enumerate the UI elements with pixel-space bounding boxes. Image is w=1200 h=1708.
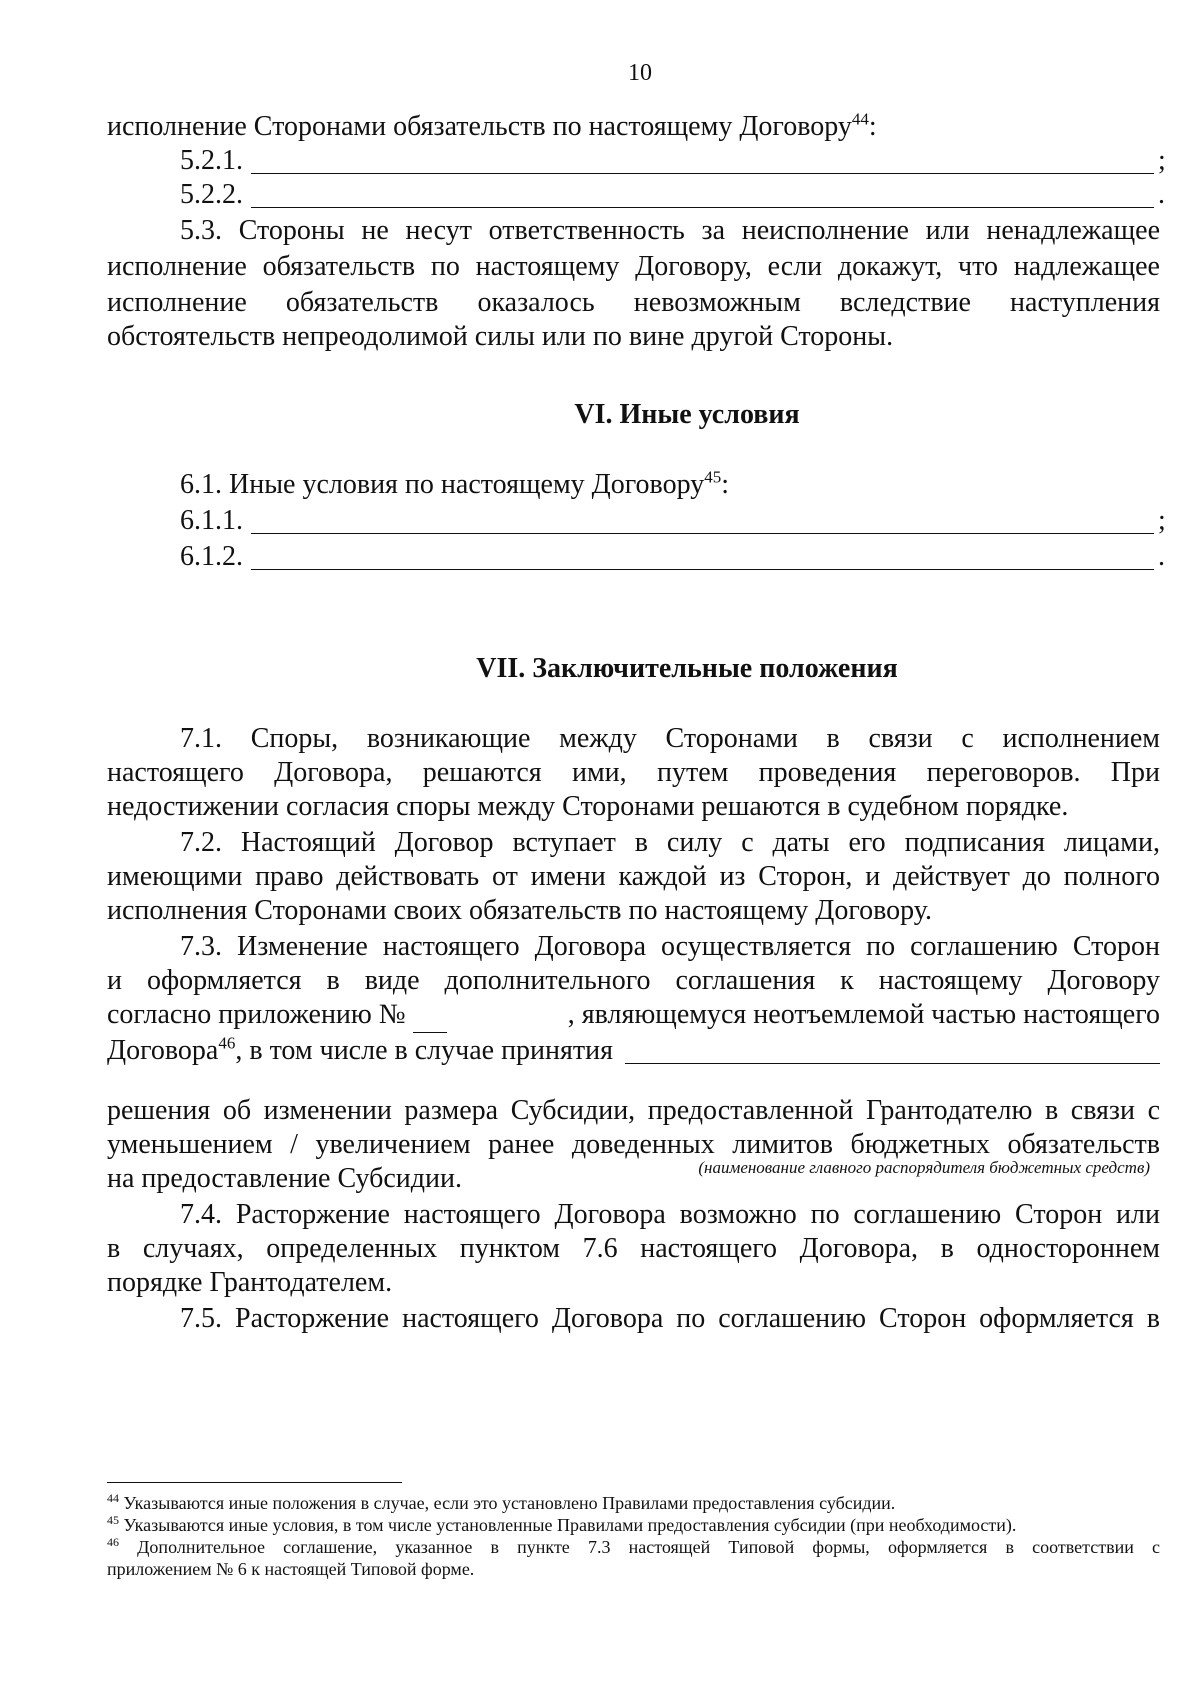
footnote-46: $^{46}$ Дополнительное соглашение, указанное в пункте 7.3 настоящей Типовой формы, оформляется в соответствии с — [107, 1535, 1160, 1557]
clause-7-3-line: 7.3. Изменение настоящего Договора осуществляется по соглашению Сторон — [180, 931, 1160, 962]
clause-7-3-line: Договора$^{46}$, в том числе в случае принятия — [107, 1034, 1160, 1068]
fill-in-line[interactable] — [251, 147, 1154, 174]
section-6-heading: VI. Иные условия — [574, 399, 800, 430]
clause-7-2-line: исполнения Сторонами своих обязательств по настоящему Договору. — [107, 895, 932, 926]
fill-in-line[interactable] — [251, 507, 1154, 534]
clause-7-2-line: 7.2. Настоящий Договор вступает в силу с даты его подписания лицами, — [180, 827, 1160, 858]
clause-7-3-line: решения об изменении размера Субсидии, предоставленной Грантодателю в связи с — [107, 1095, 1160, 1126]
clause-7-4-line: 7.4. Расторжение настоящего Договора возможно по соглашению Сторон или — [180, 1199, 1160, 1230]
footnote-45: $^{45}$ Указываются иные условия, в том числе установленные Правилами предоставления субсидии (при необходимости). — [107, 1513, 1017, 1535]
clause-7-5-line: 7.5. Расторжение настоящего Договора по соглашению Сторон оформляется в — [180, 1303, 1160, 1334]
clause-6-1-2-blank[interactable]: 6.1.2. . — [180, 541, 1165, 572]
appendix-number-blank[interactable] — [413, 998, 447, 1033]
clause-7-4-line: в случаях, определенных пунктом 7.6 настоящего Договора, в одностороннем — [107, 1233, 1160, 1264]
fill-in-line[interactable] — [251, 181, 1154, 208]
clause-5-3-line: исполнение обязательств по настоящему Договору, если докажут, что надлежащее — [107, 251, 1160, 282]
clause-7-3-line: на предоставление Субсидии. — [107, 1163, 462, 1194]
clause-7-1-line: настоящего Договора, решаются ими, путем проведения переговоров. При — [107, 757, 1160, 788]
footnote-ref-46[interactable]: 46 — [218, 1033, 236, 1053]
page-number: 10 — [628, 60, 652, 86]
clause-5-2-1-blank[interactable]: 5.2.1. ; — [180, 145, 1166, 176]
clause-5-2-2-blank[interactable]: 5.2.2. . — [180, 179, 1165, 210]
budget-administrator-name-blank[interactable] — [625, 1037, 1160, 1064]
section5-intro-line: исполнение Сторонами обязательств по настоящему Договору$^{44}$: — [107, 109, 877, 142]
fill-in-line[interactable] — [251, 543, 1154, 570]
clause-7-1-line: недостижении согласия споры между Сторонами решаются в судебном порядке. — [107, 791, 1069, 822]
clause-7-3-line: и оформляется в виде дополнительного соглашения к настоящему Договору — [107, 965, 1160, 996]
clause-7-3-line: уменьшением / увеличением ранее доведенных лимитов бюджетных обязательств — [107, 1129, 1160, 1160]
clause-5-3-line: обстоятельств непреодолимой силы или по вине другой Стороны. — [107, 321, 894, 352]
clause-6-1-line: 6.1. Иные условия по настоящему Договору$^{45}$: — [180, 467, 730, 500]
section-7-heading: VII. Заключительные положения — [476, 653, 898, 684]
clause-5-3-line: 5.3. Стороны не несут ответственность за неисполнение или ненадлежащее — [180, 215, 1160, 246]
footnote-44: $^{44}$ Указываются иные положения в случае, если это установлено Правилами предоставления субсидии. — [107, 1491, 896, 1513]
clause-7-4-line: порядке Грантодателем. — [107, 1267, 393, 1298]
clause-5-3-line: исполнение обязательств оказалось невозможным вследствие наступления — [107, 287, 1160, 318]
clause-6-1-1-blank[interactable]: 6.1.1. ; — [180, 505, 1166, 536]
clause-7-2-line: имеющими право действовать от имени каждой из Сторон, и действует до полного — [107, 861, 1160, 892]
clause-7-1-line: 7.1. Споры, возникающие между Сторонами в связи с исполнением — [180, 723, 1160, 754]
footnote-separator — [107, 1482, 402, 1483]
clause-7-3-line: согласно приложению № , являющемуся неотъемлемой частью настоящего — [107, 998, 1160, 1033]
footnote-ref-44[interactable]: 44 — [851, 109, 869, 129]
footnote-46-continuation: приложением № 6 к настоящей Типовой форме. — [107, 1559, 475, 1579]
footnote-ref-45[interactable]: 45 — [704, 467, 722, 487]
blank-caption: (наименование главного распорядителя бюджетных средств) — [698, 1158, 1150, 1177]
